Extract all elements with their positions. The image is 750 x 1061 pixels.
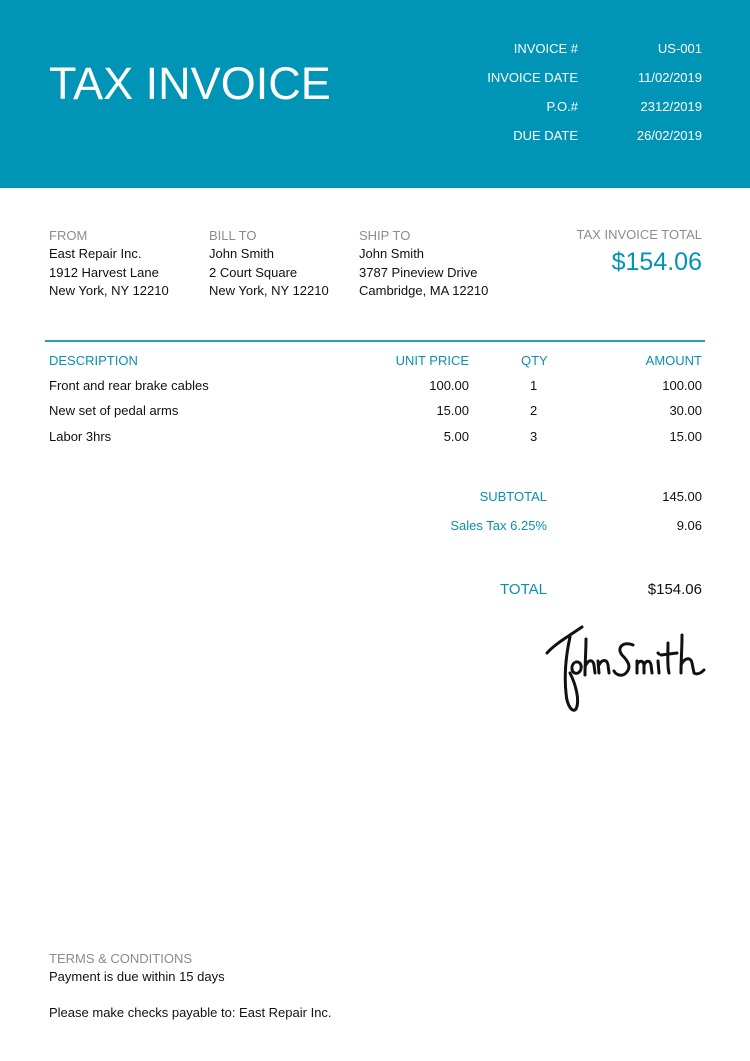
col-header-description: DESCRIPTION — [49, 353, 138, 368]
meta-po-number — [400, 99, 702, 117]
invoice-total-block — [577, 227, 702, 277]
bill-to-line: New York, NY 12210 — [209, 282, 329, 298]
terms-label: TERMS & CONDITIONS — [49, 951, 193, 966]
meta-invoice-date — [400, 70, 702, 88]
meta-label: DUE DATE — [513, 128, 578, 143]
meta-label: INVOICE DATE — [487, 70, 578, 85]
tax-label: Sales Tax 6.25% — [450, 518, 547, 533]
terms-line: Payment is due within 15 days — [49, 969, 225, 984]
row-description: Labor 3hrs — [49, 429, 112, 444]
col-header-unit-price: UNIT PRICE — [395, 353, 469, 368]
tax-value: 9.06 — [676, 518, 702, 533]
row-amount: 100.00 — [662, 378, 702, 393]
subtotal-label: SUBTOTAL — [479, 489, 547, 504]
meta-invoice-number — [400, 41, 702, 59]
total-label: TOTAL — [500, 581, 547, 598]
meta-value: 26/02/2019 — [636, 128, 702, 143]
signature-image — [540, 615, 715, 720]
col-header-amount: AMOUNT — [645, 353, 702, 368]
ship-to-block — [359, 227, 488, 300]
bill-to-block — [209, 227, 329, 300]
ship-to-label: SHIP TO — [359, 228, 411, 243]
from-line: 1912 Harvest Lane — [49, 264, 159, 280]
invoice-total-amount: $154.06 — [611, 248, 702, 276]
row-description: New set of pedal arms — [49, 403, 179, 418]
row-amount: 15.00 — [669, 429, 702, 444]
bill-to-line: John Smith — [209, 246, 275, 262]
table-divider — [45, 340, 705, 342]
terms-block — [49, 951, 332, 1020]
ship-to-line: John Smith — [359, 246, 425, 262]
meta-value: US-001 — [657, 41, 702, 56]
from-line: East Repair Inc. — [49, 246, 142, 262]
ship-to-line: 3787 Pineview Drive — [359, 264, 478, 280]
bill-to-label: BILL TO — [209, 228, 257, 243]
ship-to-line: Cambridge, MA 12210 — [359, 282, 489, 298]
from-label: FROM — [49, 228, 88, 243]
row-qty: 3 — [530, 429, 538, 444]
from-line: New York, NY 12210 — [49, 282, 169, 298]
row-unit-price: 100.00 — [429, 378, 469, 393]
terms-line: Please make checks payable to: East Repair Inc. — [49, 1005, 332, 1020]
bill-to-line: 2 Court Square — [209, 264, 298, 280]
meta-label: P.O.# — [546, 99, 578, 114]
col-header-qty: QTY — [521, 353, 548, 368]
invoice-header — [0, 0, 750, 188]
meta-value: 2312/2019 — [640, 99, 702, 114]
row-unit-price: 5.00 — [443, 429, 469, 444]
invoice-title: TAX INVOICE — [49, 58, 331, 109]
subtotal-value: 145.00 — [662, 489, 702, 504]
row-unit-price: 15.00 — [436, 403, 469, 418]
total-value: $154.06 — [647, 581, 702, 598]
meta-label: INVOICE # — [513, 41, 578, 56]
row-qty: 2 — [530, 403, 538, 418]
meta-due-date — [400, 128, 702, 146]
invoice-total-label: TAX INVOICE TOTAL — [576, 227, 702, 242]
from-block — [49, 227, 169, 300]
row-qty: 1 — [530, 378, 538, 393]
row-amount: 30.00 — [669, 403, 702, 418]
row-description: Front and rear brake cables — [49, 378, 209, 393]
meta-value: 11/02/2019 — [637, 70, 702, 85]
